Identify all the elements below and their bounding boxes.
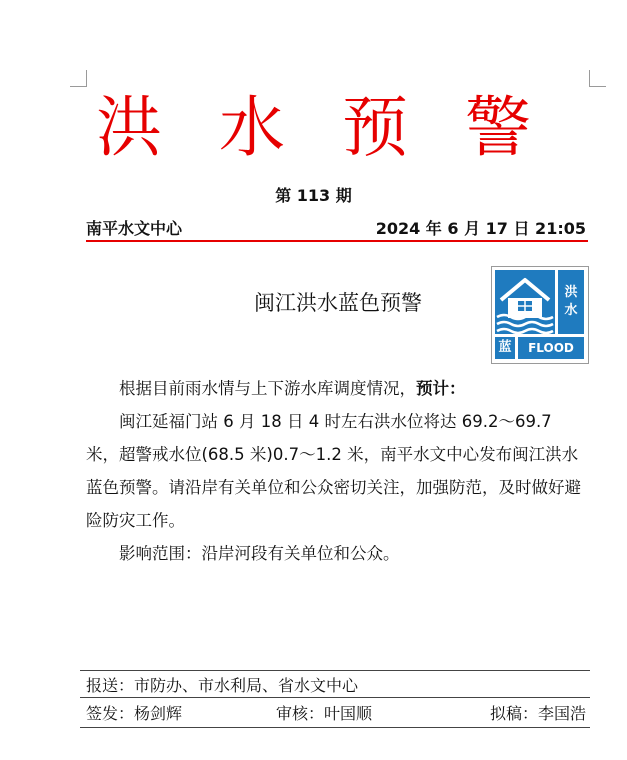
warning-subtitle: 闽江洪水蓝色预警 [254, 291, 422, 315]
footer-rule-bottom [80, 727, 590, 728]
badge-house-panel [495, 270, 555, 334]
red-divider [86, 240, 588, 242]
footer-rule-top [80, 670, 590, 671]
flood-warning-badge [491, 266, 589, 364]
signature-row [86, 703, 586, 725]
badge-side-bottom: 水 [564, 303, 578, 318]
crop-mark-top-right [589, 70, 606, 87]
paragraph-1-text: 根据目前雨水情与上下游水库调度情况， [119, 379, 416, 398]
document-title: 洪 水 预 警 [96, 89, 549, 166]
drafter: 拟稿：李国浩 [489, 704, 586, 723]
issue-number: 第 113 期 [275, 186, 352, 205]
warning-body [86, 372, 589, 570]
header-meta-row [86, 218, 586, 240]
badge-side-label [558, 270, 584, 334]
body-paragraph-3: 影响范围：沿岸河段有关单位和公众。 [119, 544, 400, 563]
body-paragraph-1 [86, 372, 589, 405]
badge-level: 蓝 [495, 337, 515, 359]
badge-type: FLOOD [518, 337, 584, 359]
crop-mark-top-left [70, 70, 87, 87]
issuer: 签发：杨剑辉 [86, 704, 183, 723]
reviewer: 审核：叶国顺 [276, 704, 373, 723]
report-to: 报送：市防办、市水利局、省水文中心 [86, 676, 359, 695]
flooded-house-icon [495, 270, 555, 334]
issue-datetime: 2024 年 6 月 17 日 21:05 [375, 219, 586, 238]
badge-side-top: 洪 [564, 285, 578, 300]
paragraph-1-bold: 预计： [416, 379, 466, 398]
organization-name: 南平水文中心 [86, 219, 183, 238]
body-paragraph-2: 闽江延福门站 6 月 18 日 4 时左右洪水位将达 69.2～69.7 米，超警戒水位(68.5 米)0.7～1.2 米，南平水文中心发布闽江洪水蓝色预警。请沿岸有关单位和公众密切关注，加强防范，及时做好避险防灾工作。 [86, 412, 581, 530]
footer-rule-middle [80, 697, 590, 698]
